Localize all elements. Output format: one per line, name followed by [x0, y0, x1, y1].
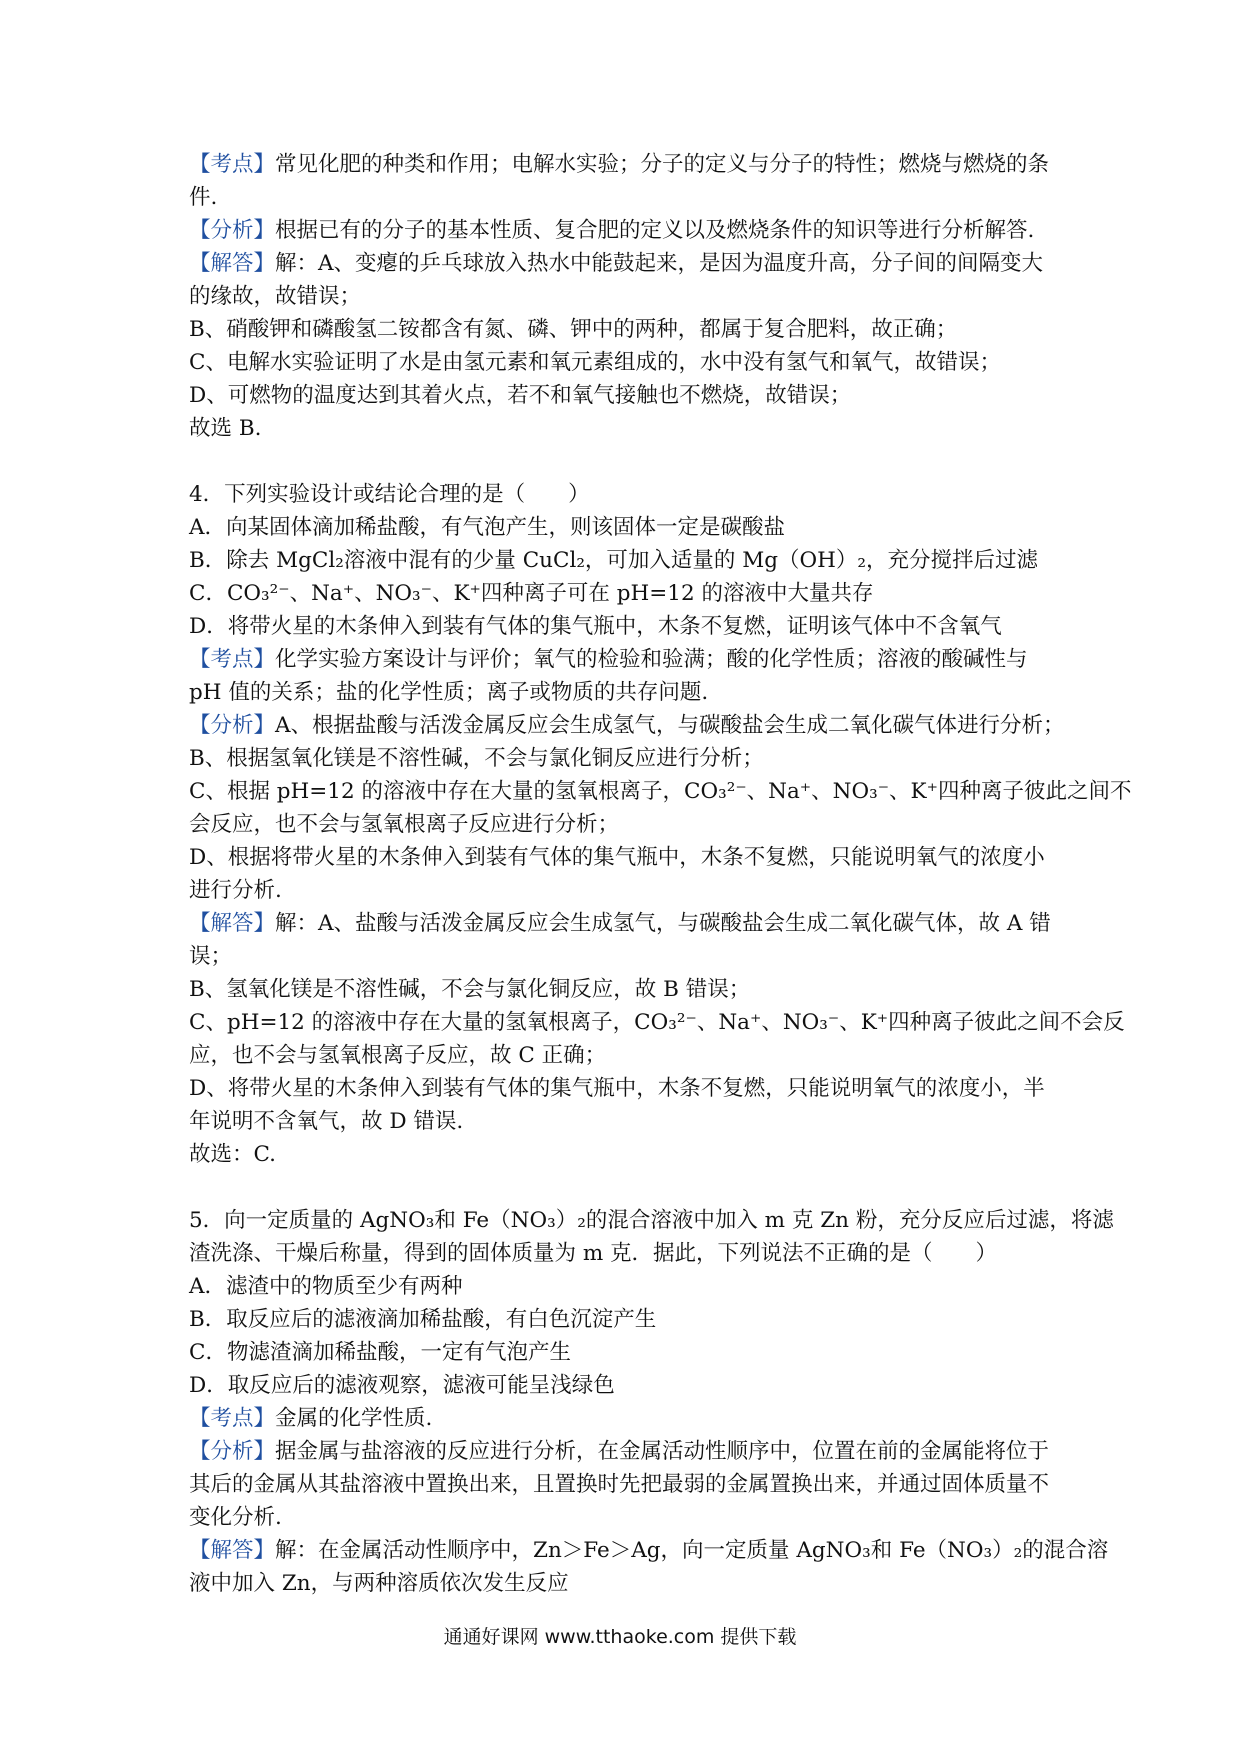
q4-option-a: A．向某固体滴加稀盐酸，有气泡产生，则该固体一定是碳酸盐 [189, 515, 786, 540]
q3-jieda-line-4: C、电解水实验证明了水是由氢元素和氧元素组成的，水中没有氢气和氧气，故错误； [189, 350, 1001, 375]
jieda-tag: 【解答】 [189, 911, 276, 936]
q5-kaodian-line [189, 1402, 1069, 1435]
q5-jieda-line-2: 液中加入 Zn，与两种溶质依次发生反应 [189, 1571, 569, 1596]
q5-kaodian-text: 金属的化学性质. [275, 1406, 433, 1431]
q4-jieda-line-7: 年说明不含氧气，故 D 错误. [189, 1109, 464, 1134]
kaodian-tag: 【考点】 [189, 1406, 276, 1431]
page-footer: 通通好课网 www.tthaoke.com 提供下载 [443, 1626, 797, 1648]
q4-jieda-line-5: 应，也不会与氢氧根离子反应，故 C 正确； [189, 1043, 607, 1068]
q4-jieda-line-2: 误； [189, 944, 233, 969]
q4-stem: 4．下列实验设计或结论合理的是（ ） [189, 482, 590, 507]
q4-fenxi-line [189, 709, 1069, 742]
kaodian-tag: 【考点】 [189, 647, 276, 672]
q3-kaodian-line-2: 件. [189, 185, 218, 210]
q5-fenxi-line [189, 1435, 1069, 1468]
q4-answer: 故选：C. [189, 1142, 277, 1167]
q3-jieda-line-2: 的缘故，故错误； [189, 284, 362, 309]
spacer [189, 445, 1069, 478]
q4-option-c: C．CO₃²⁻、Na⁺、NO₃⁻、K⁺四种离子可在 pH=12 的溶液中大量共存 [189, 581, 874, 606]
q3-answer: 故选 B. [189, 416, 262, 441]
q5-fenxi-line-2: 其后的金属从其盐溶液中置换出来，且置换时先把最弱的金属置换出来，并通过固体质量不 [189, 1472, 1050, 1497]
q5-fenxi-line-3: 变化分析. [189, 1505, 282, 1530]
q4-jieda-text: 解：A、盐酸与活泼金属反应会生成氢气，与碳酸盐会生成二氧化碳气体，故 A 错 [275, 911, 1051, 936]
q5-stem-2: 渣洗涤、干燥后称量，得到的固体质量为 m 克．据此，下列说法不正确的是（ ） [189, 1241, 998, 1266]
q4-option-b: B．除去 MgCl₂溶液中混有的少量 CuCl₂，可加入适量的 Mg（OH）₂，充分搅拌后过滤 [189, 548, 1039, 573]
q3-jieda-line-5: D、可燃物的温度达到其着火点，若不和氧气接触也不燃烧，故错误； [189, 383, 852, 408]
jieda-tag: 【解答】 [189, 251, 276, 276]
q4-jieda-line-6: D、将带火星的木条伸入到装有气体的集气瓶中，木条不复燃，只能说明氧气的浓度小，半 [189, 1076, 1045, 1101]
spacer [189, 1171, 1069, 1204]
q5-fenxi-text: 据金属与盐溶液的反应进行分析，在金属活动性顺序中，位置在前的金属能将位于 [275, 1439, 1050, 1464]
q4-jieda-line-4: C、pH=12 的溶液中存在大量的氢氧根离子，CO₃²⁻、Na⁺、NO₃⁻、K⁺四种离子彼此之间不会反 [189, 1010, 1125, 1035]
kaodian-tag: 【考点】 [189, 152, 276, 177]
q5-stem: 5．向一定质量的 AgNO₃和 Fe（NO₃）₂的混合溶液中加入 m 克 Zn 粉，充分反应后过滤，将滤 [189, 1208, 1114, 1233]
q5-option-a: A．滤渣中的物质至少有两种 [189, 1274, 463, 1299]
q5-option-c: C．物滤渣滴加稀盐酸，一定有气泡产生 [189, 1340, 571, 1365]
q3-jieda-line-3: B、硝酸钾和磷酸氢二铵都含有氮、磷、钾中的两种，都属于复合肥料，故正确； [189, 317, 958, 342]
q4-fenxi-line-5: D、根据将带火星的木条伸入到装有气体的集气瓶中，木条不复燃，只能说明氧气的浓度小 [189, 845, 1045, 870]
q3-fenxi-text: 根据已有的分子的基本性质、复合肥的定义以及燃烧条件的知识等进行分析解答. [275, 218, 1035, 243]
q4-fenxi-line-2: B、根据氢氧化镁是不溶性碱，不会与氯化铜反应进行分析； [189, 746, 764, 771]
fenxi-tag: 【分析】 [189, 1439, 276, 1464]
q4-fenxi-line-6: 进行分析. [189, 878, 282, 903]
jieda-tag: 【解答】 [189, 1538, 276, 1563]
q3-jieda-line [189, 247, 1069, 280]
document-body [189, 148, 1132, 1600]
q4-jieda-line [189, 907, 1069, 940]
q4-fenxi-text: A、根据盐酸与活泼金属反应会生成氢气，与碳酸盐会生成二氧化碳气体进行分析； [275, 713, 1065, 738]
q4-jieda-line-3: B、氢氧化镁是不溶性碱，不会与氯化铜反应，故 B 错误； [189, 977, 751, 1002]
q4-kaodian-line-2: pH 值的关系；盐的化学性质；离子或物质的共存问题. [189, 680, 709, 705]
q5-jieda-line [189, 1534, 1109, 1567]
fenxi-tag: 【分析】 [189, 713, 276, 738]
q4-fenxi-line-4: 会反应，也不会与氢氧根离子反应进行分析； [189, 812, 620, 837]
q3-kaodian-text: 常见化肥的种类和作用；电解水实验；分子的定义与分子的特性；燃烧与燃烧的条 [275, 152, 1050, 177]
q5-option-b: B．取反应后的滤液滴加稀盐酸，有白色沉淀产生 [189, 1307, 657, 1332]
fenxi-tag: 【分析】 [189, 218, 276, 243]
q3-kaodian-line [189, 148, 1069, 181]
q4-fenxi-line-3: C、根据 pH=12 的溶液中存在大量的氢氧根离子，CO₃²⁻、Na⁺、NO₃⁻、K⁺四种离子彼此之间不 [189, 779, 1132, 804]
q3-jieda-text: 解：A、变瘪的乒乓球放入热水中能鼓起来，是因为温度升高，分子间的间隔变大 [275, 251, 1044, 276]
q4-kaodian-text: 化学实验方案设计与评价；氧气的检验和验满；酸的化学性质；溶液的酸碱性与 [275, 647, 1028, 672]
q5-option-d: D．取反应后的滤液观察，滤液可能呈浅绿色 [189, 1373, 615, 1398]
q4-kaodian-line [189, 643, 1069, 676]
q3-fenxi-line [189, 214, 1069, 247]
q4-option-d: D．将带火星的木条伸入到装有气体的集气瓶中，木条不复燃，证明该气体中不含氧气 [189, 614, 1002, 639]
q5-jieda-text: 解：在金属活动性顺序中，Zn＞Fe＞Ag，向一定质量 AgNO₃和 Fe（NO₃）₂的混合溶 [275, 1538, 1109, 1563]
